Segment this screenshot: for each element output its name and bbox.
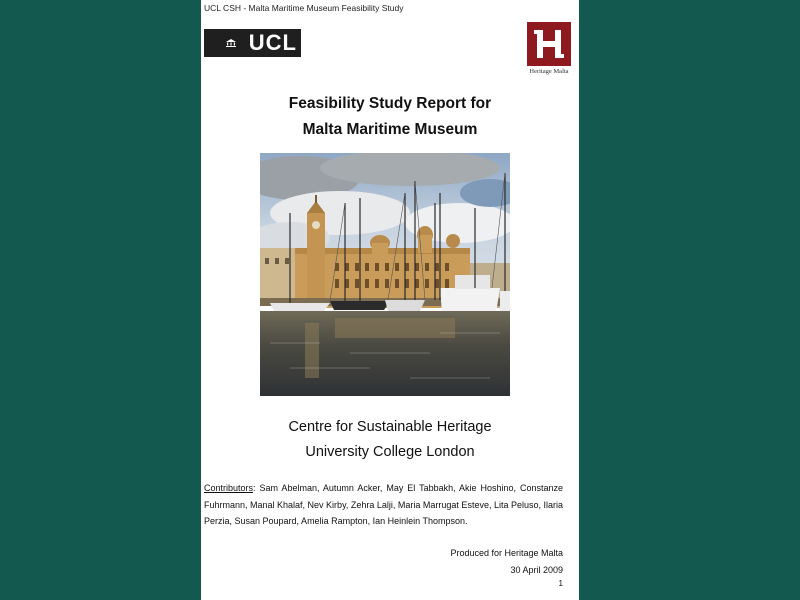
report-title-line-2: Malta Maritime Museum [302, 121, 478, 138]
ucl-logo [204, 29, 301, 57]
publication-date: 30 April 2009 [510, 565, 563, 575]
contributors-paragraph [204, 480, 563, 530]
report-title [201, 91, 579, 143]
report-title-line-1: Feasibility Study Report for [288, 95, 492, 112]
organisation-block [201, 415, 579, 465]
running-header: UCL CSH - Malta Maritime Museum Feasibility Study [204, 3, 404, 13]
heritage-malta-mark-icon [527, 22, 571, 66]
ucl-portico-icon [226, 39, 236, 47]
organisation-line-1: Centre for Sustainable Heritage [288, 419, 492, 435]
document-page [201, 0, 579, 600]
contributors-names: : Sam Abelman, Autumn Acker, May El Tabbakh, Akie Hoshino, Constanze Fuhrmann, Manal Khalaf, Nev Kirby, Zehra Lalji, Maria Marrugat Esteve, Lita Peluso, Ilaria Perzia, Susan Poupard, Amelia Rampton, Ian Heinlein Thompson. [204, 483, 563, 526]
page-number: 1 [558, 579, 563, 588]
harbour-photo [260, 153, 510, 396]
production-info [450, 545, 563, 579]
contributors-label: Contributors [204, 483, 254, 493]
heritage-malta-logo [525, 22, 573, 77]
ucl-logo-text: UCL [248, 30, 297, 55]
organisation-line-2: University College London [305, 444, 475, 460]
produced-for: Produced for Heritage Malta [450, 548, 563, 558]
heritage-malta-caption: Heritage Malta [529, 68, 569, 75]
